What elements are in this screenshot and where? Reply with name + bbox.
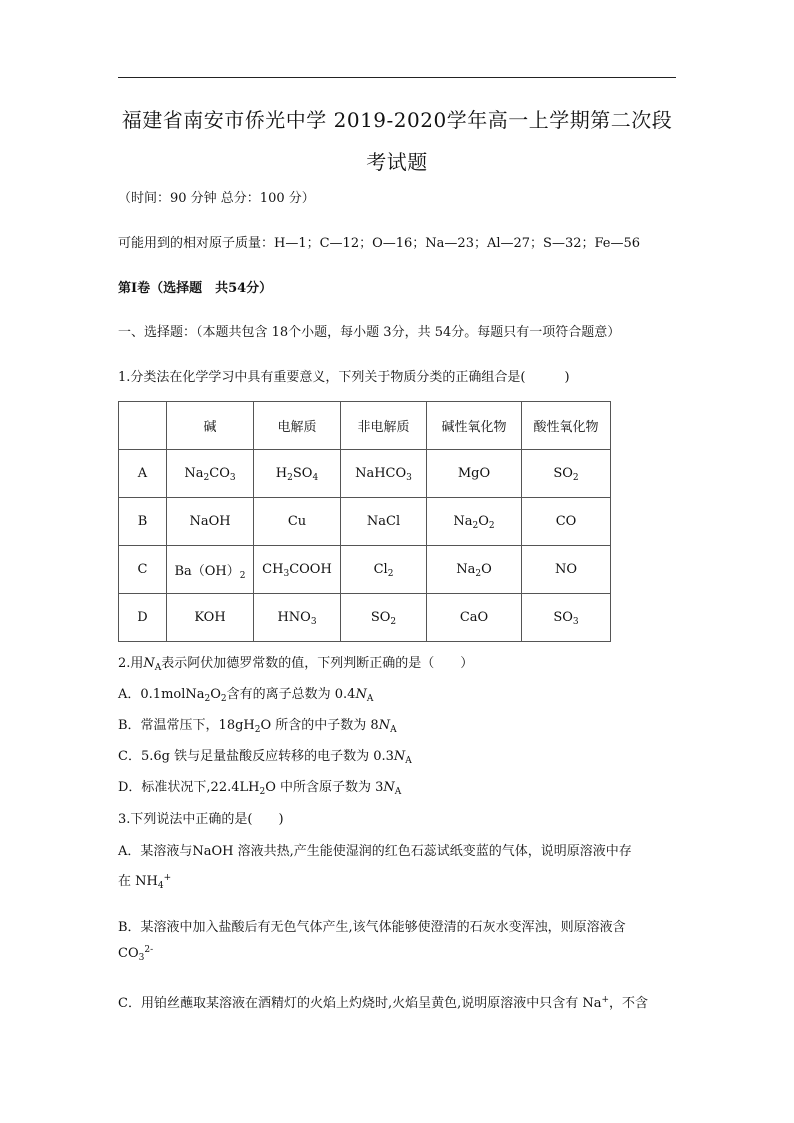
- table-cell: $SO_2$: [522, 450, 611, 498]
- question-3-option-b-cont: $CO_3^{2-}$: [118, 945, 154, 963]
- table-header-cell: 碱: [167, 402, 254, 450]
- section-instructions: 一、选择题：（本题共包含 18个小题，每小题 3分，共 54分。每题只有一项符合题意）: [118, 325, 621, 340]
- exam-time-score: （时间：90 分钟 总分：100 分）: [118, 191, 315, 206]
- table-cell: MgO: [427, 450, 522, 498]
- table-cell: CaO: [427, 594, 522, 642]
- table-cell: CO: [522, 498, 611, 546]
- table-header-cell: [119, 402, 167, 450]
- table-cell: $Cl_2$: [341, 546, 427, 594]
- table-row: [119, 498, 611, 546]
- table-header-cell: 电解质: [254, 402, 341, 450]
- row-label: C: [119, 546, 167, 594]
- row-label: D: [119, 594, 167, 642]
- table-row: [119, 450, 611, 498]
- classification-table: [118, 401, 611, 642]
- part-title: 第Ⅰ卷（选择题 共54分）: [118, 281, 273, 296]
- table-cell: $Na_2O_2$: [427, 498, 522, 546]
- question-3-option-a-cont: 在 $NH_4^+$: [118, 873, 172, 891]
- table-header-cell: 碱性氧化物: [427, 402, 522, 450]
- question-3-option-b: B．某溶液中加入盐酸后有无色气体产生,该气体能够使澄清的石灰水变浑浊，则原溶液含: [118, 920, 626, 935]
- page-title-cont: 考试题: [366, 150, 428, 174]
- table-header-row: [119, 402, 611, 450]
- table-cell: $SO_3$: [522, 594, 611, 642]
- table-cell: $Na_2CO_3$: [167, 450, 254, 498]
- question-3-option-c: C．用铂丝蘸取某溶液在酒精灯的火焰上灼烧时,火焰呈黄色,说明原溶液中只含有 Na+，不含: [118, 995, 649, 1011]
- table-row: [119, 594, 611, 642]
- table-header-cell: 非电解质: [341, 402, 427, 450]
- question-3-stem: 3.下列说法中正确的是( ): [118, 812, 284, 827]
- question-1-stem: 1.分类法在化学学习中具有重要意义，下列关于物质分类的正确组合是( ): [118, 370, 570, 385]
- question-3-option-a: A．某溶液与NaOH 溶液共热,产生能使湿润的红色石蕊试纸变蓝的气体，说明原溶液中存: [118, 844, 632, 859]
- table-cell: NaCl: [341, 498, 427, 546]
- table-cell: $H_2SO_4$: [254, 450, 341, 498]
- table-cell: NaHCO$_3$: [341, 450, 427, 498]
- question-2-option-d: D．标准状况下$,22.4LH_2O$ 中所含原子数为 $3N_A$: [118, 780, 402, 797]
- atomic-masses: 可能用到的相对原子质量：H—1；C—12；O—16；Na—23；Al—27；S—32；Fe—56: [118, 236, 641, 251]
- table-header-cell: 酸性氧化物: [522, 402, 611, 450]
- table-cell: $CH_3COOH$: [254, 546, 341, 594]
- question-2-option-b: B．常温常压下，$18gH_2O$ 所含的中子数为 $8N_A$: [118, 718, 397, 735]
- table-cell: KOH: [167, 594, 254, 642]
- table-row: [119, 546, 611, 594]
- table-cell: $SO_2$: [341, 594, 427, 642]
- table-cell: $HNO_3$: [254, 594, 341, 642]
- table-cell: NO: [522, 546, 611, 594]
- table-cell: $Ba(OH)_2$: [167, 546, 254, 594]
- question-2-option-a: A．$0.1molNa_2O_2$含有的离子总数为 $0.4N_A$: [118, 687, 374, 704]
- question-2-option-c: C．5.6g 铁与足量盐酸反应转移的电子数为 $0.3N_A$: [118, 749, 412, 766]
- table-cell: $Na_2O$: [427, 546, 522, 594]
- table-cell: Cu: [254, 498, 341, 546]
- table-cell: NaOH: [167, 498, 254, 546]
- page-title: 福建省南安市侨光中学 2019-2020学年高一上学期第二次段: [121, 108, 673, 132]
- header-rule: [118, 77, 676, 78]
- row-label: A: [119, 450, 167, 498]
- question-2-stem: 2.用$N_A$表示阿伏加德罗常数的值，下列判断正确的是（ ）: [118, 656, 474, 673]
- row-label: B: [119, 498, 167, 546]
